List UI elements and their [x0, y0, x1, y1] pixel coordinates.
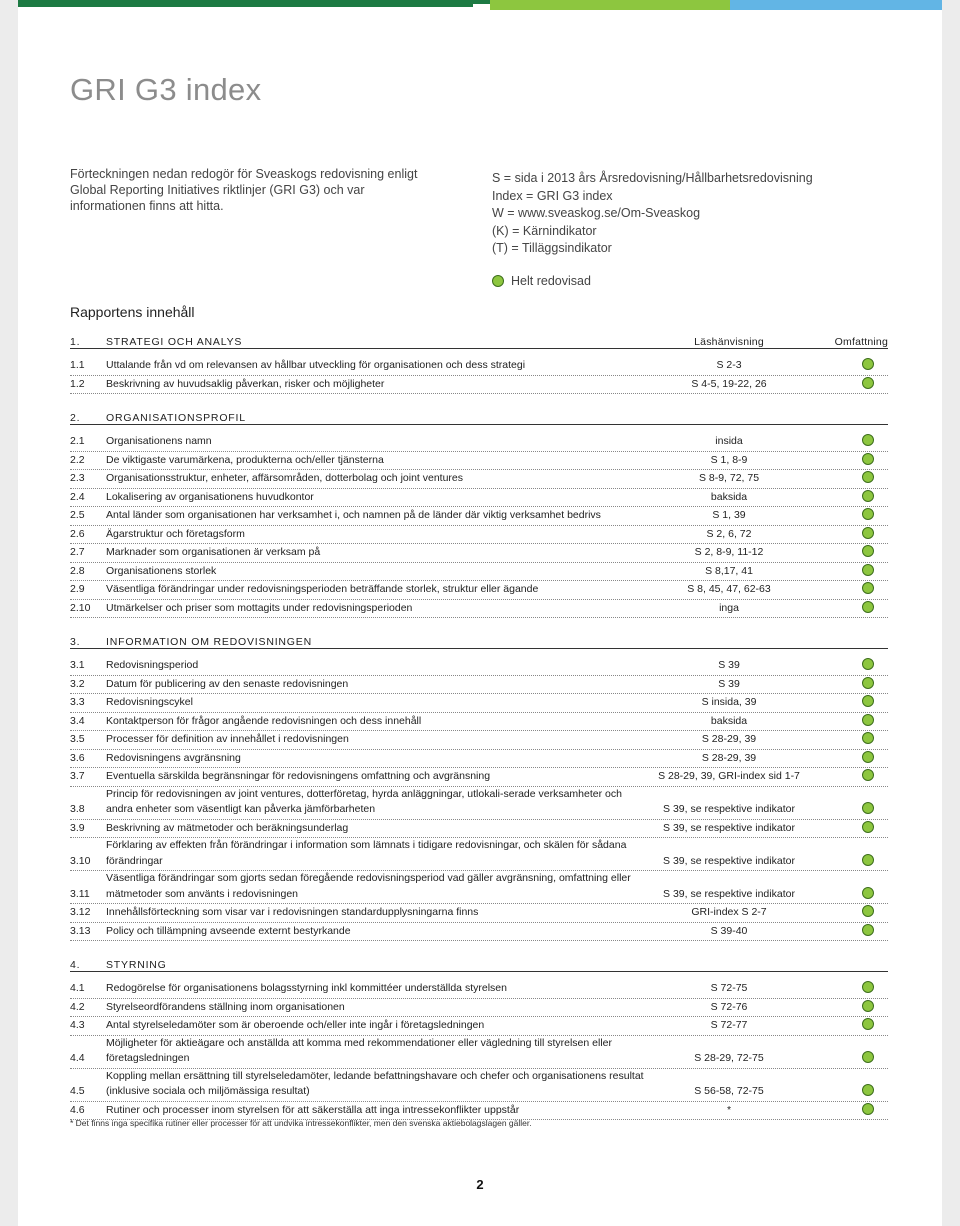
section-header [70, 406, 888, 425]
table-row [70, 694, 888, 713]
green-dot-icon [862, 854, 874, 866]
row-text: Antal styrelseledamöter som är oberoende och/eller inte ingår i företagsledningen [106, 1019, 485, 1031]
row-text: Redogörelse för organisationens bolagsstyrning inkl kommittéer underställda styrelsen [106, 982, 507, 994]
green-dot-icon [862, 751, 874, 763]
row-text: Uttalande från vd om relevansen av hållbar utveckling för organisationen och dess strategi [106, 359, 526, 371]
row-text: Utmärkelser och priser som mottagits under redovisningsperioden [106, 601, 413, 614]
row-number: 2.7 [70, 546, 85, 558]
row-text: Antal länder som organisationen har verksamhet i, och namnen på de länder där viktig verksamhet bedrivs [106, 509, 601, 521]
green-dot-icon [862, 527, 874, 539]
row-reference: S 72-77 [710, 1019, 748, 1031]
green-dot-icon [862, 802, 874, 814]
row-text: Organisationsstruktur, enheter, affärsområden, dotterbolag och joint ventures [106, 472, 464, 484]
table-row [70, 676, 888, 695]
green-dot-icon [862, 732, 874, 744]
row-number: 2.4 [70, 490, 85, 503]
green-dot-icon [862, 1000, 874, 1012]
row-reference: S 8-9, 72, 75 [698, 472, 760, 484]
row-reference: S 28-29, 72-75 [694, 1052, 764, 1064]
table-row [70, 923, 888, 942]
legend [492, 170, 813, 258]
green-dot-icon [862, 981, 874, 993]
row-number: 4.3 [70, 1019, 85, 1031]
green-dot-icon [492, 275, 504, 287]
row-text: Redovisningens avgränsning [106, 751, 241, 764]
table-row [70, 657, 888, 676]
green-dot-icon [862, 434, 874, 446]
table-row [70, 731, 888, 750]
row-coverage [808, 526, 888, 543]
row-reference: S 39, se respektive indikator [663, 821, 795, 834]
row-text: Lokalisering av organisationens huvudkontor [106, 490, 314, 503]
table-row [70, 750, 888, 769]
row-coverage [808, 563, 888, 580]
row-reference: S 28-29, 39, GRI-index sid 1-7 [658, 770, 800, 782]
row-coverage [808, 507, 888, 524]
row-number: 2.8 [70, 564, 85, 577]
green-dot-icon [862, 714, 874, 726]
row-text: Koppling mellan ersättning till styrelseledamöter, ledande befattningshavare och chefer och organisationens resultat (inklusive sociala och miljömässiga resultat) [106, 1069, 644, 1097]
table-row [70, 600, 888, 619]
table-row [70, 507, 888, 526]
row-number: 2.10 [70, 601, 91, 614]
row-reference: S 28-29, 39 [701, 751, 757, 764]
row-coverage [808, 768, 888, 785]
row-text: Processer för definition av innehållet i redovisningen [106, 733, 349, 745]
table-row [70, 838, 888, 871]
green-dot-icon [862, 601, 874, 613]
row-text: Styrelseordförandens ställning inom organisationen [106, 1000, 345, 1013]
column-header-coverage: Omfattning [834, 336, 888, 348]
row-text: Väsentliga förändringar som gjorts sedan föregående redovisningsperiod vad gäller avgränsning, omfattning eller mätmetoder som använts i redovisningen [106, 872, 631, 900]
section-title: INFORMATION OM REDOVISNINGEN [106, 636, 312, 648]
row-number: 2.2 [70, 453, 85, 466]
legend-line: W = www.sveaskog.se/Om-Sveaskog [492, 206, 701, 220]
row-text: Datum för publicering av den senaste redovisningen [106, 677, 349, 690]
green-dot-icon [862, 582, 874, 594]
row-text: Väsentliga förändringar under redovisningsperioden beträffande storlek, struktur eller ägande [106, 583, 539, 595]
row-text: Ägarstruktur och företagsform [106, 527, 245, 540]
legend-line: (T) = Tilläggsindikator [492, 241, 612, 255]
table-row [70, 563, 888, 582]
row-reference: S 8, 45, 47, 62-63 [687, 583, 771, 595]
green-dot-icon [862, 453, 874, 465]
table-row [70, 581, 888, 600]
section-title: STRATEGI OCH ANALYS [106, 336, 243, 348]
row-text: De viktigaste varumärkena, produkterna och/eller tjänsterna [106, 453, 384, 466]
row-reference: S 39, se respektive indikator [663, 854, 795, 867]
section-number: 1. [70, 336, 81, 348]
legend-line: (K) = Kärnindikator [492, 223, 597, 238]
row-reference: S 39-40 [710, 924, 748, 937]
green-dot-icon [862, 905, 874, 917]
section-header [70, 330, 888, 349]
table-row [70, 980, 888, 999]
row-coverage [808, 886, 888, 903]
row-number: 3.4 [70, 714, 85, 727]
row-text: Eventuella särskilda begränsningar för redovisningens omfattning och avgränsning [106, 770, 491, 782]
green-dot-icon [862, 677, 874, 689]
row-number: 2.3 [70, 472, 85, 484]
row-coverage [808, 694, 888, 711]
row-coverage [808, 820, 888, 837]
page-margin-right [942, 0, 960, 1226]
row-text: Beskrivning av huvudsaklig påverkan, risker och möjligheter [106, 377, 385, 390]
table-row [70, 452, 888, 471]
row-number: 4.5 [70, 1085, 85, 1097]
page-number: 2 [476, 1177, 484, 1192]
row-reference: * [726, 1103, 732, 1116]
footnote: * Det finns inga specifika rutiner eller processer för att undvika intressekonflikter, men den svenska aktiebolagslagen gäller. [70, 1118, 532, 1128]
row-number: 3.3 [70, 696, 85, 708]
row-coverage [808, 1102, 888, 1119]
section-number: 2. [70, 412, 81, 424]
row-number: 3.2 [70, 677, 85, 690]
row-coverage [808, 731, 888, 748]
green-dot-icon [862, 821, 874, 833]
green-dot-icon [862, 358, 874, 370]
table-row [70, 526, 888, 545]
row-number: 3.1 [70, 659, 85, 671]
row-reference: S 72-75 [710, 982, 748, 994]
gri-table [70, 330, 888, 1120]
row-coverage [808, 452, 888, 469]
row-number: 3.10 [70, 854, 91, 867]
green-dot-icon [862, 887, 874, 899]
row-reference: S 39 [718, 677, 740, 690]
row-text: Förklaring av effekten från förändringar i information som lämnats i tidigare redovisningar, och skälen för sådana förändringar [106, 839, 627, 867]
green-dot-icon [862, 1103, 874, 1115]
row-number: 4.6 [70, 1103, 85, 1116]
row-coverage [808, 657, 888, 674]
row-number: 4.1 [70, 982, 85, 994]
row-coverage [808, 676, 888, 693]
page-margin-left [0, 0, 18, 1226]
table-row [70, 376, 888, 395]
row-reference: GRI-index S 2-7 [691, 906, 767, 918]
row-number: 2.1 [70, 435, 85, 447]
row-coverage [808, 1050, 888, 1067]
section-number: 3. [70, 636, 81, 648]
row-reference: baksida [710, 714, 748, 727]
row-coverage [808, 750, 888, 767]
row-reference: S 39 [718, 659, 740, 671]
row-number: 3.12 [70, 906, 91, 918]
row-text: Redovisningsperiod [106, 659, 199, 671]
row-coverage [808, 376, 888, 393]
row-number: 2.5 [70, 509, 85, 521]
row-number: 3.11 [70, 887, 90, 900]
row-coverage [808, 980, 888, 997]
column-header-ref: Läshänvisning [694, 336, 764, 348]
green-dot-icon [862, 1084, 874, 1096]
legend-line: S = sida i 2013 års Årsredovisning/Hållbarhetsredovisning [492, 171, 813, 185]
section-header [70, 630, 888, 649]
green-dot-icon [862, 695, 874, 707]
row-text: Beskrivning av mätmetoder och beräkningsunderlag [106, 821, 349, 834]
row-reference: S 72-76 [710, 1000, 748, 1013]
legend-done-label: Helt redovisad [511, 274, 591, 288]
section-title: STYRNING [106, 959, 167, 971]
row-number: 2.9 [70, 583, 85, 595]
green-dot-icon [862, 490, 874, 502]
section-number: 4. [70, 959, 81, 971]
row-number: 3.7 [70, 770, 85, 782]
legend-line: Index = GRI G3 index [492, 188, 613, 203]
row-coverage [808, 801, 888, 818]
row-number: 4.4 [70, 1052, 85, 1064]
row-number: 3.9 [70, 821, 85, 834]
row-coverage [808, 904, 888, 921]
table-row [70, 470, 888, 489]
row-coverage [808, 470, 888, 487]
row-reference: insida [715, 435, 743, 447]
section-title: ORGANISATIONSPROFIL [106, 412, 246, 424]
row-reference: S 28-29, 39 [701, 733, 757, 745]
row-coverage [808, 853, 888, 870]
row-number: 3.6 [70, 751, 85, 764]
row-text: Redovisningscykel [106, 696, 193, 708]
row-text: Princip för redovisningen av joint ventures, dotterföretag, hyrda anläggningar, utlokali-serade verksamheter och andra enheter som väsentligt kan påverka jämförbarheten [106, 787, 622, 815]
row-coverage [808, 544, 888, 561]
green-dot-icon [862, 508, 874, 520]
table-row [70, 1036, 888, 1069]
row-reference: S 1, 39 [712, 509, 746, 521]
green-dot-icon [862, 658, 874, 670]
row-text: Möjligheter för aktieägare och anställda att komma med rekommendationer eller vägledning till styrelsen eller företagsledningen [106, 1036, 612, 1064]
page-title: GRI G3 index [70, 72, 262, 107]
row-reference: S insida, 39 [701, 696, 757, 708]
row-coverage [808, 489, 888, 506]
row-coverage [808, 433, 888, 450]
table-row [70, 433, 888, 452]
report-heading: Rapportens innehåll [70, 304, 195, 320]
row-text: Marknader som organisationen är verksam på [106, 546, 321, 558]
green-dot-icon [862, 471, 874, 483]
green-dot-icon [862, 564, 874, 576]
row-reference: S 4-5, 19-22, 26 [691, 377, 767, 390]
row-reference: S 56-58, 72-75 [694, 1085, 764, 1097]
row-coverage [808, 1083, 888, 1100]
table-row [70, 489, 888, 508]
row-reference: S 39, se respektive indikator [663, 887, 795, 900]
green-dot-icon [862, 924, 874, 936]
table-row [70, 544, 888, 563]
table-row [70, 1069, 888, 1102]
row-number: 1.1 [70, 359, 85, 371]
row-number: 1.2 [70, 377, 85, 390]
table-row [70, 999, 888, 1018]
table-row [70, 713, 888, 732]
row-reference: S 39, se respektive indikator [663, 803, 795, 815]
row-coverage [808, 999, 888, 1016]
row-text: Organisationens storlek [106, 564, 217, 577]
row-reference: inga [719, 601, 739, 614]
row-reference: S 1, 8-9 [710, 453, 748, 466]
table-row [70, 1017, 888, 1036]
row-number: 2.6 [70, 527, 85, 540]
row-coverage [808, 1017, 888, 1034]
table-row [70, 820, 888, 839]
row-text: Rutiner och processer inom styrelsen för att säkerställa att inga intressekonflikter uppstår [106, 1103, 520, 1116]
row-text: Organisationens namn [106, 435, 212, 447]
legend-done [492, 274, 591, 288]
section-header [70, 953, 888, 972]
row-coverage [808, 581, 888, 598]
table-row [70, 904, 888, 923]
intro-text: Förteckningen nedan redogör för Sveaskogs redovisning enligt Global Reporting Initiatives riktlinjer (GRI G3) och var informationen finns att hitta. [70, 167, 418, 213]
row-coverage [808, 923, 888, 940]
table-row [70, 768, 888, 787]
row-text: Innehållsförteckning som visar var i redovisningen standardupplysningarna finns [106, 906, 479, 918]
green-dot-icon [862, 1018, 874, 1030]
row-reference: S 2, 8-9, 11-12 [694, 546, 764, 558]
row-number: 3.5 [70, 733, 85, 745]
row-number: 3.13 [70, 924, 91, 937]
row-number: 3.8 [70, 803, 85, 815]
green-dot-icon [862, 377, 874, 389]
row-text: Policy och tillämpning avseende externt bestyrkande [106, 924, 351, 937]
table-row [70, 357, 888, 376]
row-reference: S 2-3 [716, 359, 742, 371]
row-reference: baksida [710, 490, 748, 503]
table-row [70, 871, 888, 904]
row-coverage [808, 357, 888, 374]
row-text: Kontaktperson för frågor angående redovisningen och dess innehåll [106, 714, 422, 727]
row-reference: S 2, 6, 72 [706, 527, 752, 540]
green-dot-icon [862, 769, 874, 781]
row-coverage [808, 600, 888, 617]
table-row [70, 787, 888, 820]
row-reference: S 8,17, 41 [705, 564, 753, 577]
row-number: 4.2 [70, 1000, 85, 1013]
row-coverage [808, 713, 888, 730]
green-dot-icon [862, 545, 874, 557]
color-band [18, 0, 942, 10]
green-dot-icon [862, 1051, 874, 1063]
